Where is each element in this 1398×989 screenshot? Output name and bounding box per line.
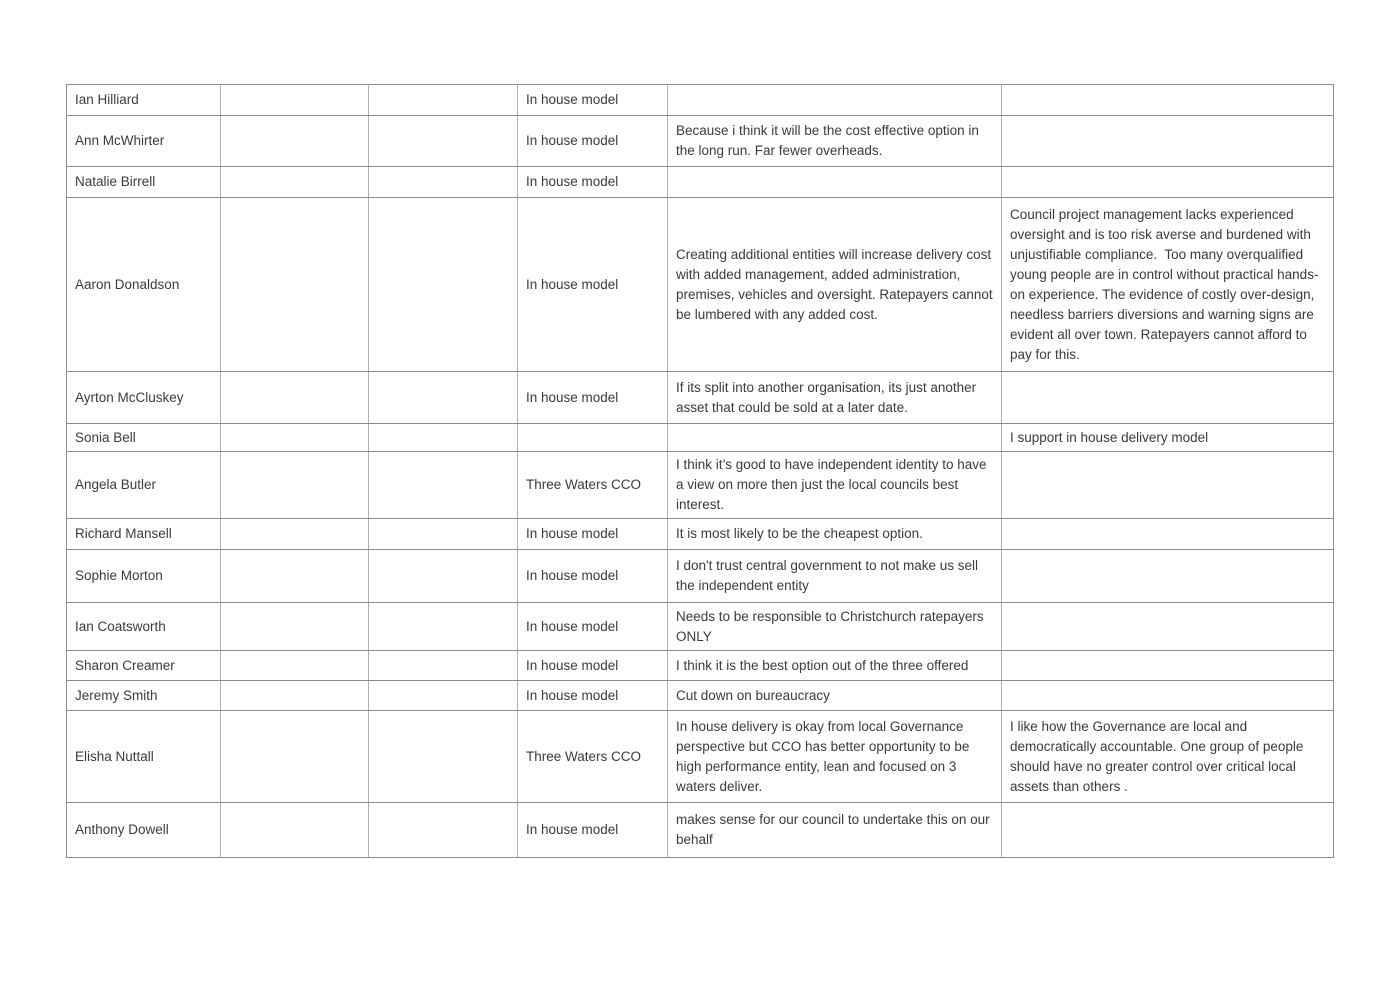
table-row	[67, 681, 1334, 711]
empty-cell	[221, 452, 369, 519]
additional-comment-cell: I like how the Governance are local and democratically accountable. One group of people should have no greater control over critical local assets than others .	[1002, 711, 1334, 803]
empty-cell	[221, 85, 369, 116]
comment-cell: makes sense for our council to undertake this on our behalf	[668, 803, 1002, 858]
empty-cell	[369, 519, 518, 550]
model-cell: Three Waters CCO	[518, 711, 668, 803]
model-cell: In house model	[518, 167, 668, 198]
empty-cell	[221, 681, 369, 711]
respondent-name-cell: Sophie Morton	[67, 550, 221, 603]
empty-cell	[369, 603, 518, 651]
additional-comment-cell	[1002, 681, 1334, 711]
model-cell: In house model	[518, 550, 668, 603]
comment-cell: In house delivery is okay from local Governance perspective but CCO has better opportunity to be high performance entity, lean and focused on 3 waters deliver.	[668, 711, 1002, 803]
empty-cell	[369, 681, 518, 711]
empty-cell	[369, 711, 518, 803]
table-row	[67, 603, 1334, 651]
additional-comment-cell	[1002, 372, 1334, 424]
respondent-name-cell: Sharon Creamer	[67, 651, 221, 681]
respondent-name-cell: Natalie Birrell	[67, 167, 221, 198]
additional-comment-cell	[1002, 519, 1334, 550]
additional-comment-cell	[1002, 452, 1334, 519]
empty-cell	[369, 803, 518, 858]
model-cell: In house model	[518, 519, 668, 550]
empty-cell	[221, 198, 369, 372]
comment-cell	[668, 85, 1002, 116]
comment-cell: I think it’s good to have independent identity to have a view on more then just the local councils best interest.	[668, 452, 1002, 519]
comment-cell: It is most likely to be the cheapest option.	[668, 519, 1002, 550]
empty-cell	[369, 167, 518, 198]
model-cell: In house model	[518, 803, 668, 858]
table-row	[67, 550, 1334, 603]
comment-cell: If its split into another organisation, its just another asset that could be sold at a later date.	[668, 372, 1002, 424]
additional-comment-cell	[1002, 603, 1334, 651]
empty-cell	[221, 424, 369, 452]
additional-comment-cell	[1002, 167, 1334, 198]
table-row	[67, 167, 1334, 198]
respondent-name-cell: Ann McWhirter	[67, 116, 221, 167]
respondent-name-cell: Anthony Dowell	[67, 803, 221, 858]
comment-cell: Cut down on bureaucracy	[668, 681, 1002, 711]
table-row	[67, 424, 1334, 452]
empty-cell	[221, 116, 369, 167]
respondent-name-cell: Ayrton McCluskey	[67, 372, 221, 424]
empty-cell	[221, 711, 369, 803]
empty-cell	[221, 651, 369, 681]
table-row	[67, 198, 1334, 372]
model-cell	[518, 424, 668, 452]
empty-cell	[221, 519, 369, 550]
empty-cell	[369, 452, 518, 519]
empty-cell	[221, 803, 369, 858]
comment-cell: I think it is the best option out of the three offered	[668, 651, 1002, 681]
respondent-name-cell: Ian Coatsworth	[67, 603, 221, 651]
comment-cell	[668, 424, 1002, 452]
comment-cell: I don't trust central government to not make us sell the independent entity	[668, 550, 1002, 603]
survey-responses-table	[66, 84, 1334, 858]
empty-cell	[221, 550, 369, 603]
empty-cell	[369, 550, 518, 603]
model-cell: In house model	[518, 603, 668, 651]
table-row	[67, 711, 1334, 803]
respondent-name-cell: Angela Butler	[67, 452, 221, 519]
model-cell: In house model	[518, 116, 668, 167]
additional-comment-cell: Council project management lacks experienced oversight and is too risk averse and burdened with unjustifiable compliance. Too many overqualified young people are in control without practical hands-on experience. The evidence of costly over-design, needless barriers diversions and warning signs are evident all over town. Ratepayers cannot afford to pay for this.	[1002, 198, 1334, 372]
additional-comment-cell	[1002, 85, 1334, 116]
additional-comment-cell	[1002, 651, 1334, 681]
empty-cell	[221, 603, 369, 651]
respondent-name-cell: Sonia Bell	[67, 424, 221, 452]
empty-cell	[369, 424, 518, 452]
empty-cell	[369, 85, 518, 116]
model-cell: Three Waters CCO	[518, 452, 668, 519]
respondent-name-cell: Elisha Nuttall	[67, 711, 221, 803]
additional-comment-cell	[1002, 550, 1334, 603]
model-cell: In house model	[518, 651, 668, 681]
empty-cell	[221, 372, 369, 424]
empty-cell	[369, 198, 518, 372]
respondent-name-cell: Aaron Donaldson	[67, 198, 221, 372]
model-cell: In house model	[518, 85, 668, 116]
additional-comment-cell	[1002, 803, 1334, 858]
comment-cell: Because i think it will be the cost effective option in the long run. Far fewer overheads.	[668, 116, 1002, 167]
respondent-name-cell: Richard Mansell	[67, 519, 221, 550]
respondent-name-cell: Ian Hilliard	[67, 85, 221, 116]
empty-cell	[221, 167, 369, 198]
empty-cell	[369, 372, 518, 424]
model-cell: In house model	[518, 198, 668, 372]
model-cell: In house model	[518, 681, 668, 711]
table-row	[67, 372, 1334, 424]
table-row	[67, 116, 1334, 167]
comment-cell: Creating additional entities will increase delivery cost with added management, added administration, premises, vehicles and oversight. Ratepayers cannot be lumbered with any added cost.	[668, 198, 1002, 372]
empty-cell	[369, 651, 518, 681]
table-row	[67, 519, 1334, 550]
additional-comment-cell: I support in house delivery model	[1002, 424, 1334, 452]
respondent-name-cell: Jeremy Smith	[67, 681, 221, 711]
table-row	[67, 452, 1334, 519]
empty-cell	[369, 116, 518, 167]
comment-cell: Needs to be responsible to Christchurch ratepayers ONLY	[668, 603, 1002, 651]
additional-comment-cell	[1002, 116, 1334, 167]
table-row	[67, 85, 1334, 116]
comment-cell	[668, 167, 1002, 198]
model-cell: In house model	[518, 372, 668, 424]
table-row	[67, 651, 1334, 681]
table-row	[67, 803, 1334, 858]
